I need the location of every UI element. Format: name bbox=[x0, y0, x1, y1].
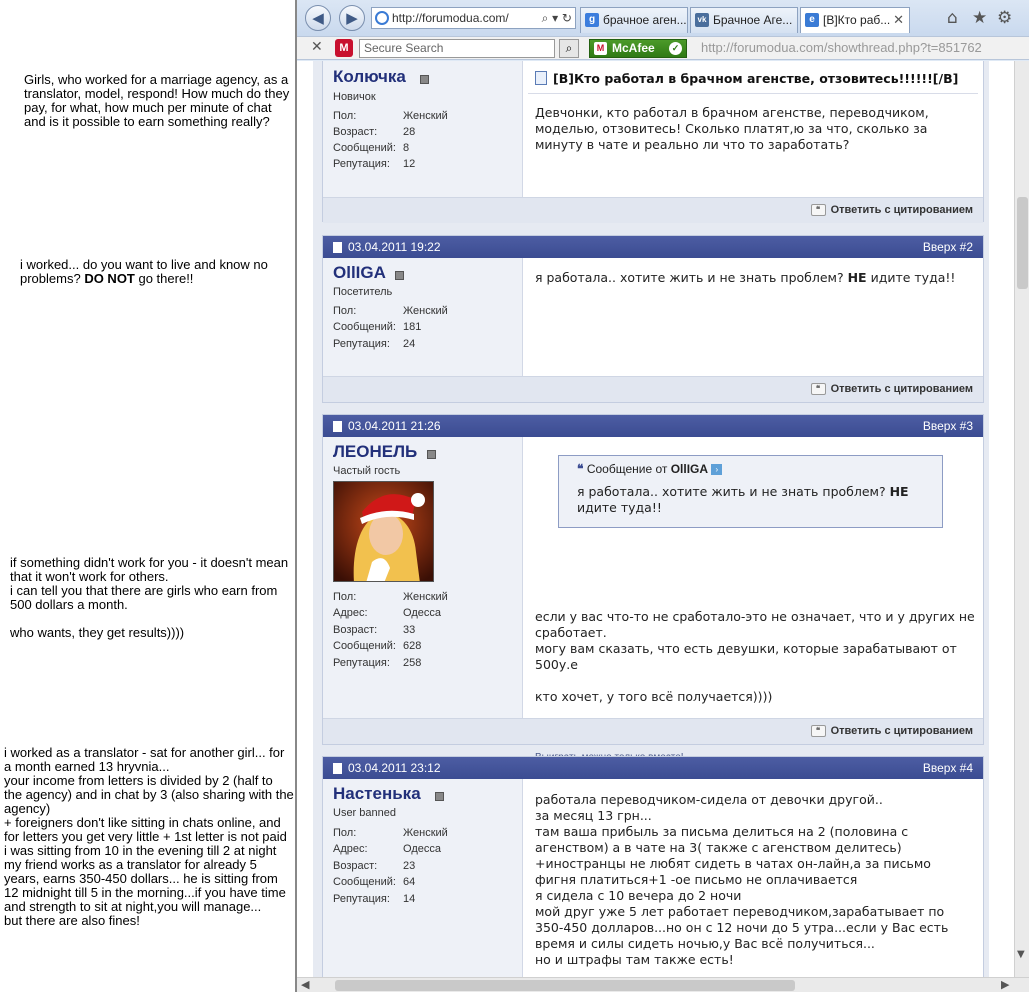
mcafee-button[interactable] bbox=[589, 39, 687, 58]
stat-key: Пол: bbox=[333, 305, 357, 317]
post-header bbox=[323, 415, 983, 437]
post-message: работала переводчиком-сидела от девочки другой.. за месяц 13 грн... там ваша прибыль за письма делиться на 2 (половина с агенством) а в чате на 3( также с агенством делитесь) +иностранцы не любят сидеть в чатах он-лайн,а за письмо фигня платиться+1 -ое письмо не оплачивается я сидела с 10 вечера до 2 ночи мой друг уже 5 лет работает переводчиком,зарабатывает по 350-450 долларов...но он с 12 ночи до 5 утра...если у Вас есть время и силы сидеть ночью,у Вас всё получиться... но и штрафы там также есть! bbox=[535, 792, 949, 967]
stat-value: Одесса bbox=[403, 843, 441, 855]
translation-note-1: Girls, who worked for a marriage agency, as a translator, model, respond! How much do they pay, for what, how much per minute of chat and is it possible to earn something really? bbox=[24, 72, 290, 129]
post-footer bbox=[323, 197, 983, 223]
offline-status-icon bbox=[395, 271, 404, 280]
page-viewport bbox=[297, 61, 1014, 977]
stat-key: Пол: bbox=[333, 827, 357, 839]
stat-key: Возраст: bbox=[333, 860, 378, 872]
scroll-left-arrow-icon[interactable]: ◀ bbox=[301, 978, 310, 991]
post-user-info bbox=[323, 61, 523, 197]
stat-key: Пол: bbox=[333, 110, 357, 122]
user-rank: Частый гость bbox=[333, 465, 401, 477]
user-rank: Новичок bbox=[333, 91, 376, 103]
tab-label: [B]Кто раб... bbox=[823, 13, 891, 27]
address-text: http://forumodua.com/ bbox=[392, 11, 509, 25]
navigation-bar bbox=[297, 0, 1029, 36]
tab-label: брачное аген... bbox=[603, 13, 687, 27]
user-rank: User banned bbox=[333, 807, 396, 819]
stat-value: Одесса bbox=[403, 607, 441, 619]
quote-icon: ❝ bbox=[811, 725, 826, 737]
document-icon bbox=[535, 71, 547, 85]
post-message: если у вас что-то не сработало-это не означает, что и у других не сработает. могу вам сказать, что есть девушки, которые зарабатывают от 500у.е кто хочет, у того всё получается)))) bbox=[535, 609, 975, 704]
stat-key: Сообщений: bbox=[333, 876, 396, 888]
post-document-icon bbox=[333, 242, 342, 253]
close-toolbar-icon[interactable]: ✕ bbox=[311, 39, 323, 55]
stat-key: Репутация: bbox=[333, 338, 390, 350]
stat-value: 258 bbox=[403, 657, 422, 669]
check-icon: ✓ bbox=[669, 42, 682, 55]
translation-note-2-text: i worked... do you want to live and know no problems? bbox=[20, 257, 268, 286]
post-document-icon bbox=[333, 421, 342, 432]
scrollbar-thumb[interactable] bbox=[1017, 197, 1028, 289]
back-button[interactable] bbox=[305, 5, 331, 31]
translation-note-3: if something didn't work for you - it doesn't mean that it won't work for others. i can tell you that there are girls who earn from 500 dollars a month. who wants, they get results)))) bbox=[10, 555, 289, 640]
google-favicon-icon: g bbox=[585, 13, 599, 27]
stat-value: 181 bbox=[403, 321, 422, 333]
stat-key: Репутация: bbox=[333, 657, 390, 669]
avatar-image-icon bbox=[334, 482, 434, 582]
forum-post-3 bbox=[322, 414, 984, 745]
message-text: я работала.. хотите жить и не знать проблем? bbox=[535, 270, 848, 285]
quote-reply-label: Ответить с цитированием bbox=[830, 204, 973, 216]
translation-note-2 bbox=[20, 258, 288, 286]
username-link[interactable]: Настенька bbox=[333, 784, 421, 803]
username-link[interactable]: Колючка bbox=[333, 67, 406, 86]
offline-status-icon bbox=[435, 792, 444, 801]
avatar[interactable] bbox=[333, 481, 434, 582]
stat-key: Репутация: bbox=[333, 893, 390, 905]
quote-marks-icon: ❝ bbox=[577, 462, 584, 476]
translation-note-2-end: go there!! bbox=[134, 271, 194, 286]
stat-value: Женский bbox=[403, 110, 448, 122]
stat-key: Сообщений: bbox=[333, 321, 396, 333]
tab-google[interactable] bbox=[580, 7, 688, 33]
stat-value: 628 bbox=[403, 640, 422, 652]
scroll-right-arrow-icon[interactable]: ▶ bbox=[1001, 978, 1010, 991]
post-date: 03.04.2011 21:26 bbox=[348, 419, 441, 433]
translation-panel bbox=[0, 0, 297, 992]
stat-key: Адрес: bbox=[333, 607, 368, 619]
quote-text-part: я работала.. хотите жить и не знать проблем? bbox=[577, 484, 890, 499]
forum-post-1 bbox=[322, 61, 984, 222]
scrollbar-thumb[interactable] bbox=[335, 980, 795, 991]
post-number-link[interactable]: Вверх #3 bbox=[922, 419, 973, 433]
quote-username: OllIGA bbox=[670, 462, 709, 476]
stat-key: Возраст: bbox=[333, 624, 378, 636]
stat-key: Репутация: bbox=[333, 158, 390, 170]
quote-box bbox=[558, 455, 943, 528]
translation-note-2-bold: DO NOT bbox=[84, 271, 135, 286]
user-rank: Посетитель bbox=[333, 286, 393, 298]
title-divider bbox=[528, 93, 978, 94]
message-text: идите туда!! bbox=[866, 270, 956, 285]
quote-reply-label: Ответить с цитированием bbox=[830, 725, 973, 737]
mcafee-shield-icon: M bbox=[594, 42, 607, 55]
mcafee-logo-icon: M bbox=[335, 39, 353, 57]
post-number-link[interactable]: Вверх #2 bbox=[922, 240, 973, 254]
stat-key: Адрес: bbox=[333, 843, 368, 855]
quote-icon: ❝ bbox=[811, 383, 826, 395]
ie-favicon-icon: e bbox=[805, 13, 819, 27]
translation-note-4: i worked as a translator - sat for another girl... for a month earned 13 hryvnia... your income from letters is divided by 2 (half to the agency) and in chat by 3 (also sharing with the agency) + foreigners don't like sitting in chats online, and for letters you get very little + 1st letter is not paid i was sitting from 10 in the evening till 2 at night my friend works as a translator for already 5 years, earns 350-450 dollars... he is sitting from 12 midnight till 5 in the morning...if you have time and strength to sit at night,you will manage... but there are also fines! bbox=[4, 745, 294, 928]
message-bold: НЕ bbox=[847, 270, 867, 285]
view-post-arrow-icon[interactable]: › bbox=[711, 464, 722, 475]
mcafee-label: McAfee bbox=[612, 41, 655, 55]
address-bar[interactable] bbox=[371, 7, 576, 29]
quote-reply-button[interactable] bbox=[811, 204, 973, 216]
search-icon[interactable]: ⌕ bbox=[559, 39, 579, 58]
stat-value: 24 bbox=[403, 338, 416, 350]
stat-value: 33 bbox=[403, 624, 416, 636]
stat-key: Возраст: bbox=[333, 126, 378, 138]
stat-value: 23 bbox=[403, 860, 416, 872]
post-user-info bbox=[323, 779, 523, 977]
username-link[interactable]: ЛЕОНЕЛЬ bbox=[333, 442, 418, 461]
stat-key: Пол: bbox=[333, 591, 357, 603]
vertical-scrollbar[interactable] bbox=[1014, 61, 1029, 977]
forward-button[interactable] bbox=[339, 5, 365, 31]
post-header bbox=[323, 236, 983, 258]
post-message: Девчонки, кто работал в брачном агенстве, переводчиком, моделью, отзовитесь! Сколько платят,ю за что, сколько за минуту в чате и реально ли что то заработать? bbox=[535, 105, 929, 152]
post-user-info bbox=[323, 437, 523, 718]
tab-vk[interactable] bbox=[690, 7, 798, 33]
post-user-info bbox=[323, 258, 523, 376]
stat-value: 28 bbox=[403, 126, 416, 138]
stat-key: Сообщений: bbox=[333, 640, 396, 652]
horizontal-scrollbar[interactable] bbox=[297, 977, 1029, 992]
post-title: [B]Кто работал в брачном агенстве, отзовитесь!!!!!![/B] bbox=[553, 71, 959, 86]
secure-search-input[interactable]: Secure Search bbox=[359, 39, 555, 58]
address-bar-icons[interactable]: ⌕ ▾ ↻ bbox=[541, 11, 572, 25]
stat-value: 14 bbox=[403, 893, 416, 905]
tools-gear-icon[interactable]: ⚙ bbox=[997, 8, 1013, 28]
stat-value: Женский bbox=[403, 305, 448, 317]
tab-forum-active[interactable] bbox=[800, 7, 910, 33]
quote-from-label: Сообщение от bbox=[586, 462, 671, 476]
scroll-down-arrow-icon[interactable]: ▼ bbox=[1017, 949, 1025, 960]
stat-value: 64 bbox=[403, 876, 416, 888]
quote-icon: ❝ bbox=[811, 204, 826, 216]
offline-status-icon bbox=[420, 75, 429, 84]
stat-value: Женский bbox=[403, 827, 448, 839]
forum-post-2 bbox=[322, 235, 984, 403]
forum-post-4 bbox=[322, 756, 984, 977]
forum-thread bbox=[313, 61, 989, 977]
back-arrow-icon: ◀ bbox=[312, 9, 324, 27]
stat-value: 12 bbox=[403, 158, 416, 170]
tab-close-icon[interactable]: ✕ bbox=[893, 12, 904, 27]
post-document-icon bbox=[333, 763, 342, 774]
stat-value: 8 bbox=[403, 142, 410, 154]
tab-label: Брачное Аге... bbox=[713, 13, 793, 27]
ie-page-icon bbox=[375, 11, 389, 25]
favorites-star-icon[interactable]: ★ bbox=[972, 8, 988, 28]
vk-favicon-icon: vk bbox=[695, 13, 709, 27]
home-icon[interactable]: ⌂ bbox=[947, 8, 958, 28]
post-header bbox=[323, 757, 983, 779]
stat-value: Женский bbox=[403, 591, 448, 603]
quote-header bbox=[577, 462, 722, 476]
post-footer bbox=[323, 376, 983, 402]
url-display: http://forumodua.com/showthread.php?t=851762 bbox=[701, 40, 982, 55]
forward-arrow-icon: ▶ bbox=[346, 9, 358, 27]
quote-reply-button[interactable] bbox=[811, 725, 973, 737]
post-footer bbox=[323, 718, 983, 744]
quote-text bbox=[577, 484, 932, 516]
post-date: 03.04.2011 23:12 bbox=[348, 761, 441, 775]
username-link[interactable]: OllIGA bbox=[333, 263, 386, 282]
quote-text-part: идите туда!! bbox=[577, 500, 662, 515]
quote-text-bold: НЕ bbox=[889, 484, 909, 499]
stat-key: Сообщений: bbox=[333, 142, 396, 154]
quote-reply-label: Ответить с цитированием bbox=[830, 383, 973, 395]
post-message bbox=[535, 270, 975, 286]
post-number-link[interactable]: Вверх #4 bbox=[922, 761, 973, 775]
command-bar bbox=[297, 36, 1029, 60]
browser-window bbox=[297, 0, 1029, 992]
quote-reply-button[interactable] bbox=[811, 383, 973, 395]
post-date: 03.04.2011 19:22 bbox=[348, 240, 441, 254]
offline-status-icon bbox=[427, 450, 436, 459]
